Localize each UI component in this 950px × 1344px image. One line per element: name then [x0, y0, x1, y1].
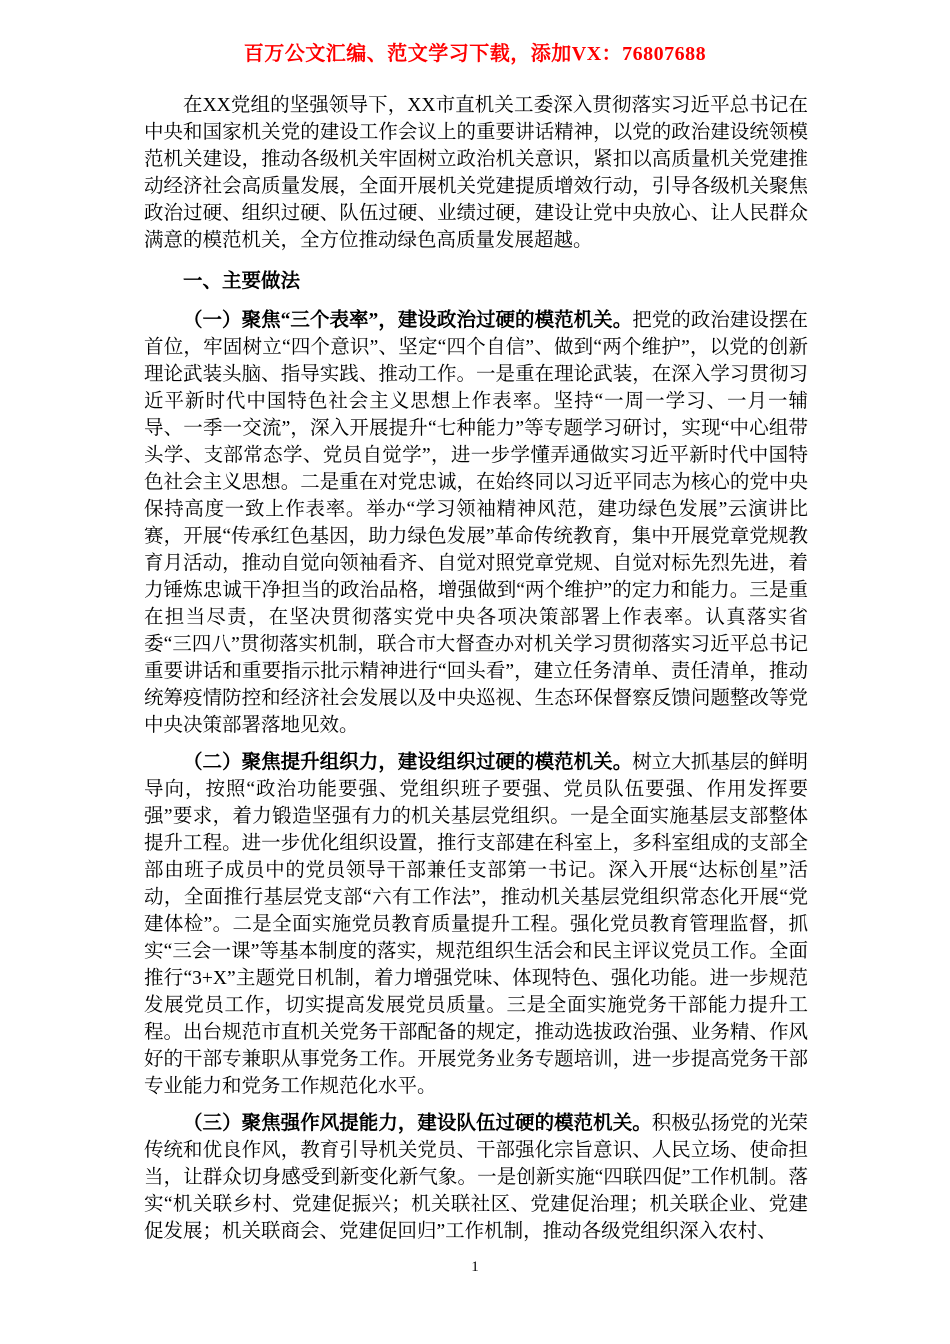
paragraph-item-3 [144, 1110, 808, 1245]
paragraph-1-lead: （一）聚焦“三个表率”，建设政治过硬的模范机关。 [183, 310, 633, 331]
paragraph-1-body: 把党的政治建设摆在首位，牢固树立“四个意识”、坚定“四个自信”、做到“两个维护”，以党的创新理论武装头脑、指导实践、推动工作。一是重在理论武装，在深入学习贯彻习近平新时代中国特色社会主义思想上作表率。坚持“一周一学习、一月一辅导、一季一交流”，深入开展提升“七种能力”等专题学习研讨，实现“中心组带头学、支部常态学、党员自觉学”，进一步学懂弄通做实习近平新时代中国特色社会主义思想。二是重在对党忠诚，在始终同以习近平同志为核心的党中央保持高度一致上作表率。举办“学习领袖精神风范，建功绿色发展”云演讲比赛，开展“传承红色基因，助力绿色发展”革命传统教育，集中开展党章党规教育月活动，推动自觉向领袖看齐、自觉对照党章党规、自觉对标先烈先进，着力锤炼忠诚干净担当的政治品格，增强做到“两个维护”的定力和能力。三是重在担当尽责，在坚决贯彻落实党中央各项决策部署上作表率。认真落实省委“三四八”贯彻落实机制，联合市大督查办对机关学习贯彻落实习近平总书记重要讲话和重要指示批示精神进行“回头看”，建立任务清单、责任清单，推动统筹疫情防控和经济社会发展以及中央巡视、生态环保督察反馈问题整改等党中央决策部署落地见效。 [144, 310, 808, 736]
intro-paragraph: 在XX党组的坚强领导下，XX市直机关工委深入贯彻落实习近平总书记在中央和国家机关党的建设工作会议上的重要讲话精神，以党的政治建设统领模范机关建设，推动各级机关牢固树立政治机关意识，紧扣以高质量机关党建推动经济社会高质量发展，全面开展机关党建提质增效行动，引导各级机关聚焦政治过硬、组织过硬、队伍过硬、业绩过硬，建设让党中央放心、让人民群众满意的模范机关，全方位推动绿色高质量发展超越。 [144, 95, 808, 251]
section-heading: 一、主要做法 [183, 271, 301, 292]
paragraph-3-lead: （三）聚焦强作风提能力，建设队伍过硬的模范机关。 [183, 1113, 652, 1134]
promo-header-text: 百万公文汇编、范文学习下载，添加VX：76807688 [243, 43, 707, 65]
document-body [144, 92, 808, 1245]
paragraph-2-body: 树立大抓基层的鲜明导向，按照“政治功能要强、党组织班子要强、党员队伍要强、作用发挥要强”要求，着力锻造坚强有力的机关基层党组织。一是全面实施基层支部整体提升工程。进一步优化组织设置，推行支部建在科室上，多科室组成的支部全部由班子成员中的党员领导干部兼任支部第一书记。深入开展“达标创星”活动，全面推行基层党支部“六有工作法”，推动机关基层党组织常态化开展“党建体检”。二是全面实施党员教育质量提升工程。强化党员教育管理监督，抓实“三会一课”等基本制度的落实，规范组织生活会和民主评议党员工作。全面推行“3+X”主题党日机制，着力增强党味、体现特色、强化功能。进一步规范发展党员工作，切实提高发展党员质量。三是全面实施党务干部能力提升工程。出台规范市直机关党务干部配备的规定，推动选拔政治强、业务精、作风好的干部专兼职从事党务工作。开展党务业务专题培训，进一步提高党务干部专业能力和党务工作规范化水平。 [144, 752, 808, 1097]
page-number: 1 [471, 1259, 479, 1275]
paragraph-item-1 [144, 307, 808, 739]
paragraph-3-body: 积极弘扬党的光荣传统和优良作风，教育引导机关党员、干部强化宗旨意识、人民立场、使命担当，让群众切身感受到新变化新气象。一是创新实施“四联四促”工作机制。落实“机关联乡村、党建促振兴；机关联社区、党建促治理；机关联企业、党建促发展；机关联商会、党建促回归”工作机制，推动各级党组织深入农村、 [144, 1113, 808, 1242]
paragraph-item-2 [144, 749, 808, 1100]
paragraph-2-lead: （二）聚焦提升组织力，建设组织过硬的模范机关。 [183, 752, 633, 773]
